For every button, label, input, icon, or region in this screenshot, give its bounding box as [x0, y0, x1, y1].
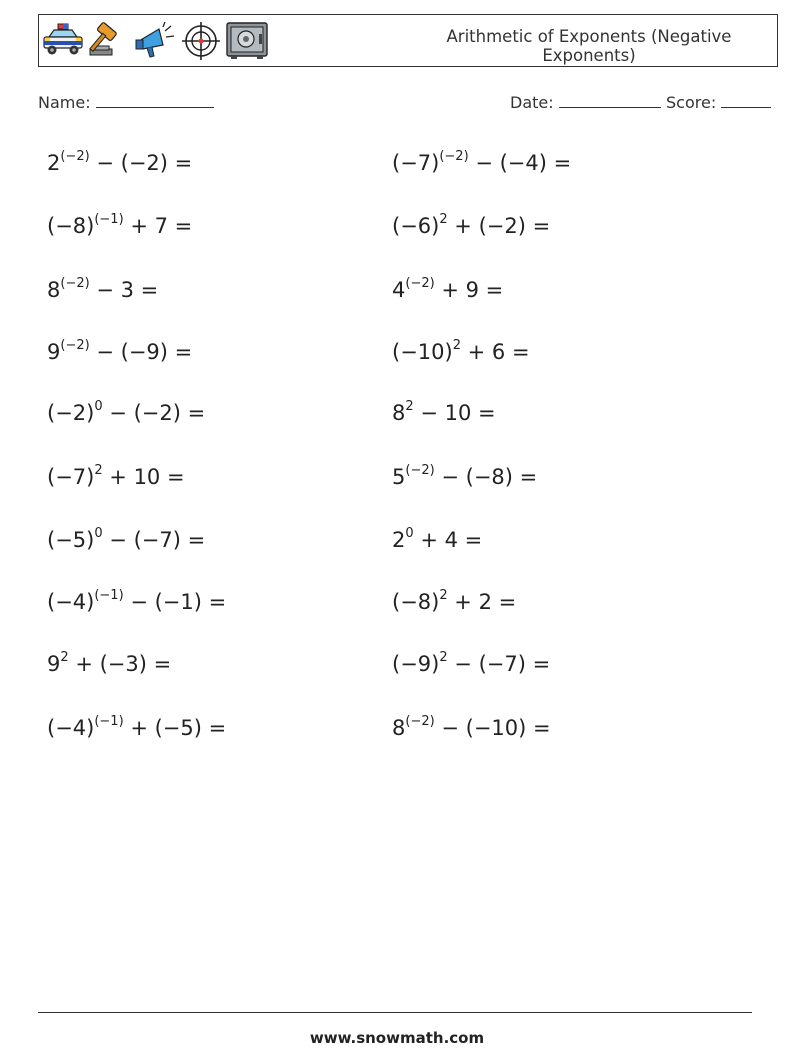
date-blank[interactable]	[559, 93, 661, 108]
problem-left-6: $(-7)^2 + 10$ =	[47, 463, 185, 489]
worksheet-header	[38, 14, 778, 67]
problem-right-10: $8^{(-2)} - (-10)$ =	[392, 714, 551, 740]
problem-right-7: $2^0 + 4$ =	[392, 526, 483, 552]
score-blank[interactable]	[721, 93, 771, 108]
name-blank[interactable]	[96, 93, 214, 108]
problem-right-9: $(-9)^2 - (-7)$ =	[392, 650, 551, 676]
problem-right-1: $(-7)^{(-2)} - (-4)$ =	[392, 149, 572, 175]
problem-left-4: $9^{(-2)} - (-9)$ =	[47, 338, 193, 364]
crosshair-icon	[179, 21, 223, 61]
footer-divider	[38, 1012, 752, 1013]
problem-left-2: $(-8)^{(-1)} + 7$ =	[47, 212, 193, 238]
problem-right-2: $(-6)^2 + (-2)$ =	[392, 212, 551, 238]
score-label: Score:	[666, 93, 717, 112]
problem-left-7: $(-5)^0 - (-7)$ =	[47, 526, 206, 552]
problem-left-3: $8^{(-2)} - 3$ =	[47, 276, 159, 302]
problem-left-5: $(-2)^0 - (-2)$ =	[47, 399, 206, 425]
date-field	[510, 93, 661, 112]
problem-right-8: $(-8)^2 + 2$ =	[392, 588, 517, 614]
date-label: Date:	[510, 93, 554, 112]
footer-url: www.snowmath.com	[309, 1029, 485, 1047]
problem-left-10: $(-4)^{(-1)} + (-5)$ =	[47, 714, 227, 740]
problem-left-8: $(-4)^{(-1)} - (-1)$ =	[47, 588, 227, 614]
police-car-icon	[41, 21, 85, 61]
problem-left-1: $2^{(-2)} - (-2)$ =	[47, 149, 193, 175]
name-label: Name:	[38, 93, 91, 112]
problem-right-3: $4^{(-2)} + 9$ =	[392, 276, 504, 302]
problem-right-5: $8^2 - 10$ =	[392, 399, 496, 425]
worksheet-title: Arithmetic of Exponents (Negative Exponents)	[446, 27, 732, 65]
problem-left-9: $9^2 + (-3)$ =	[47, 650, 172, 676]
safe-icon	[225, 21, 269, 61]
problem-right-6: $5^{(-2)} - (-8)$ =	[392, 463, 538, 489]
score-field	[666, 93, 771, 112]
gavel-icon	[87, 21, 131, 61]
megaphone-icon	[133, 21, 177, 61]
problem-right-4: $(-10)^2 + 6$ =	[392, 338, 530, 364]
name-field	[38, 93, 214, 112]
header-icons	[41, 18, 269, 64]
